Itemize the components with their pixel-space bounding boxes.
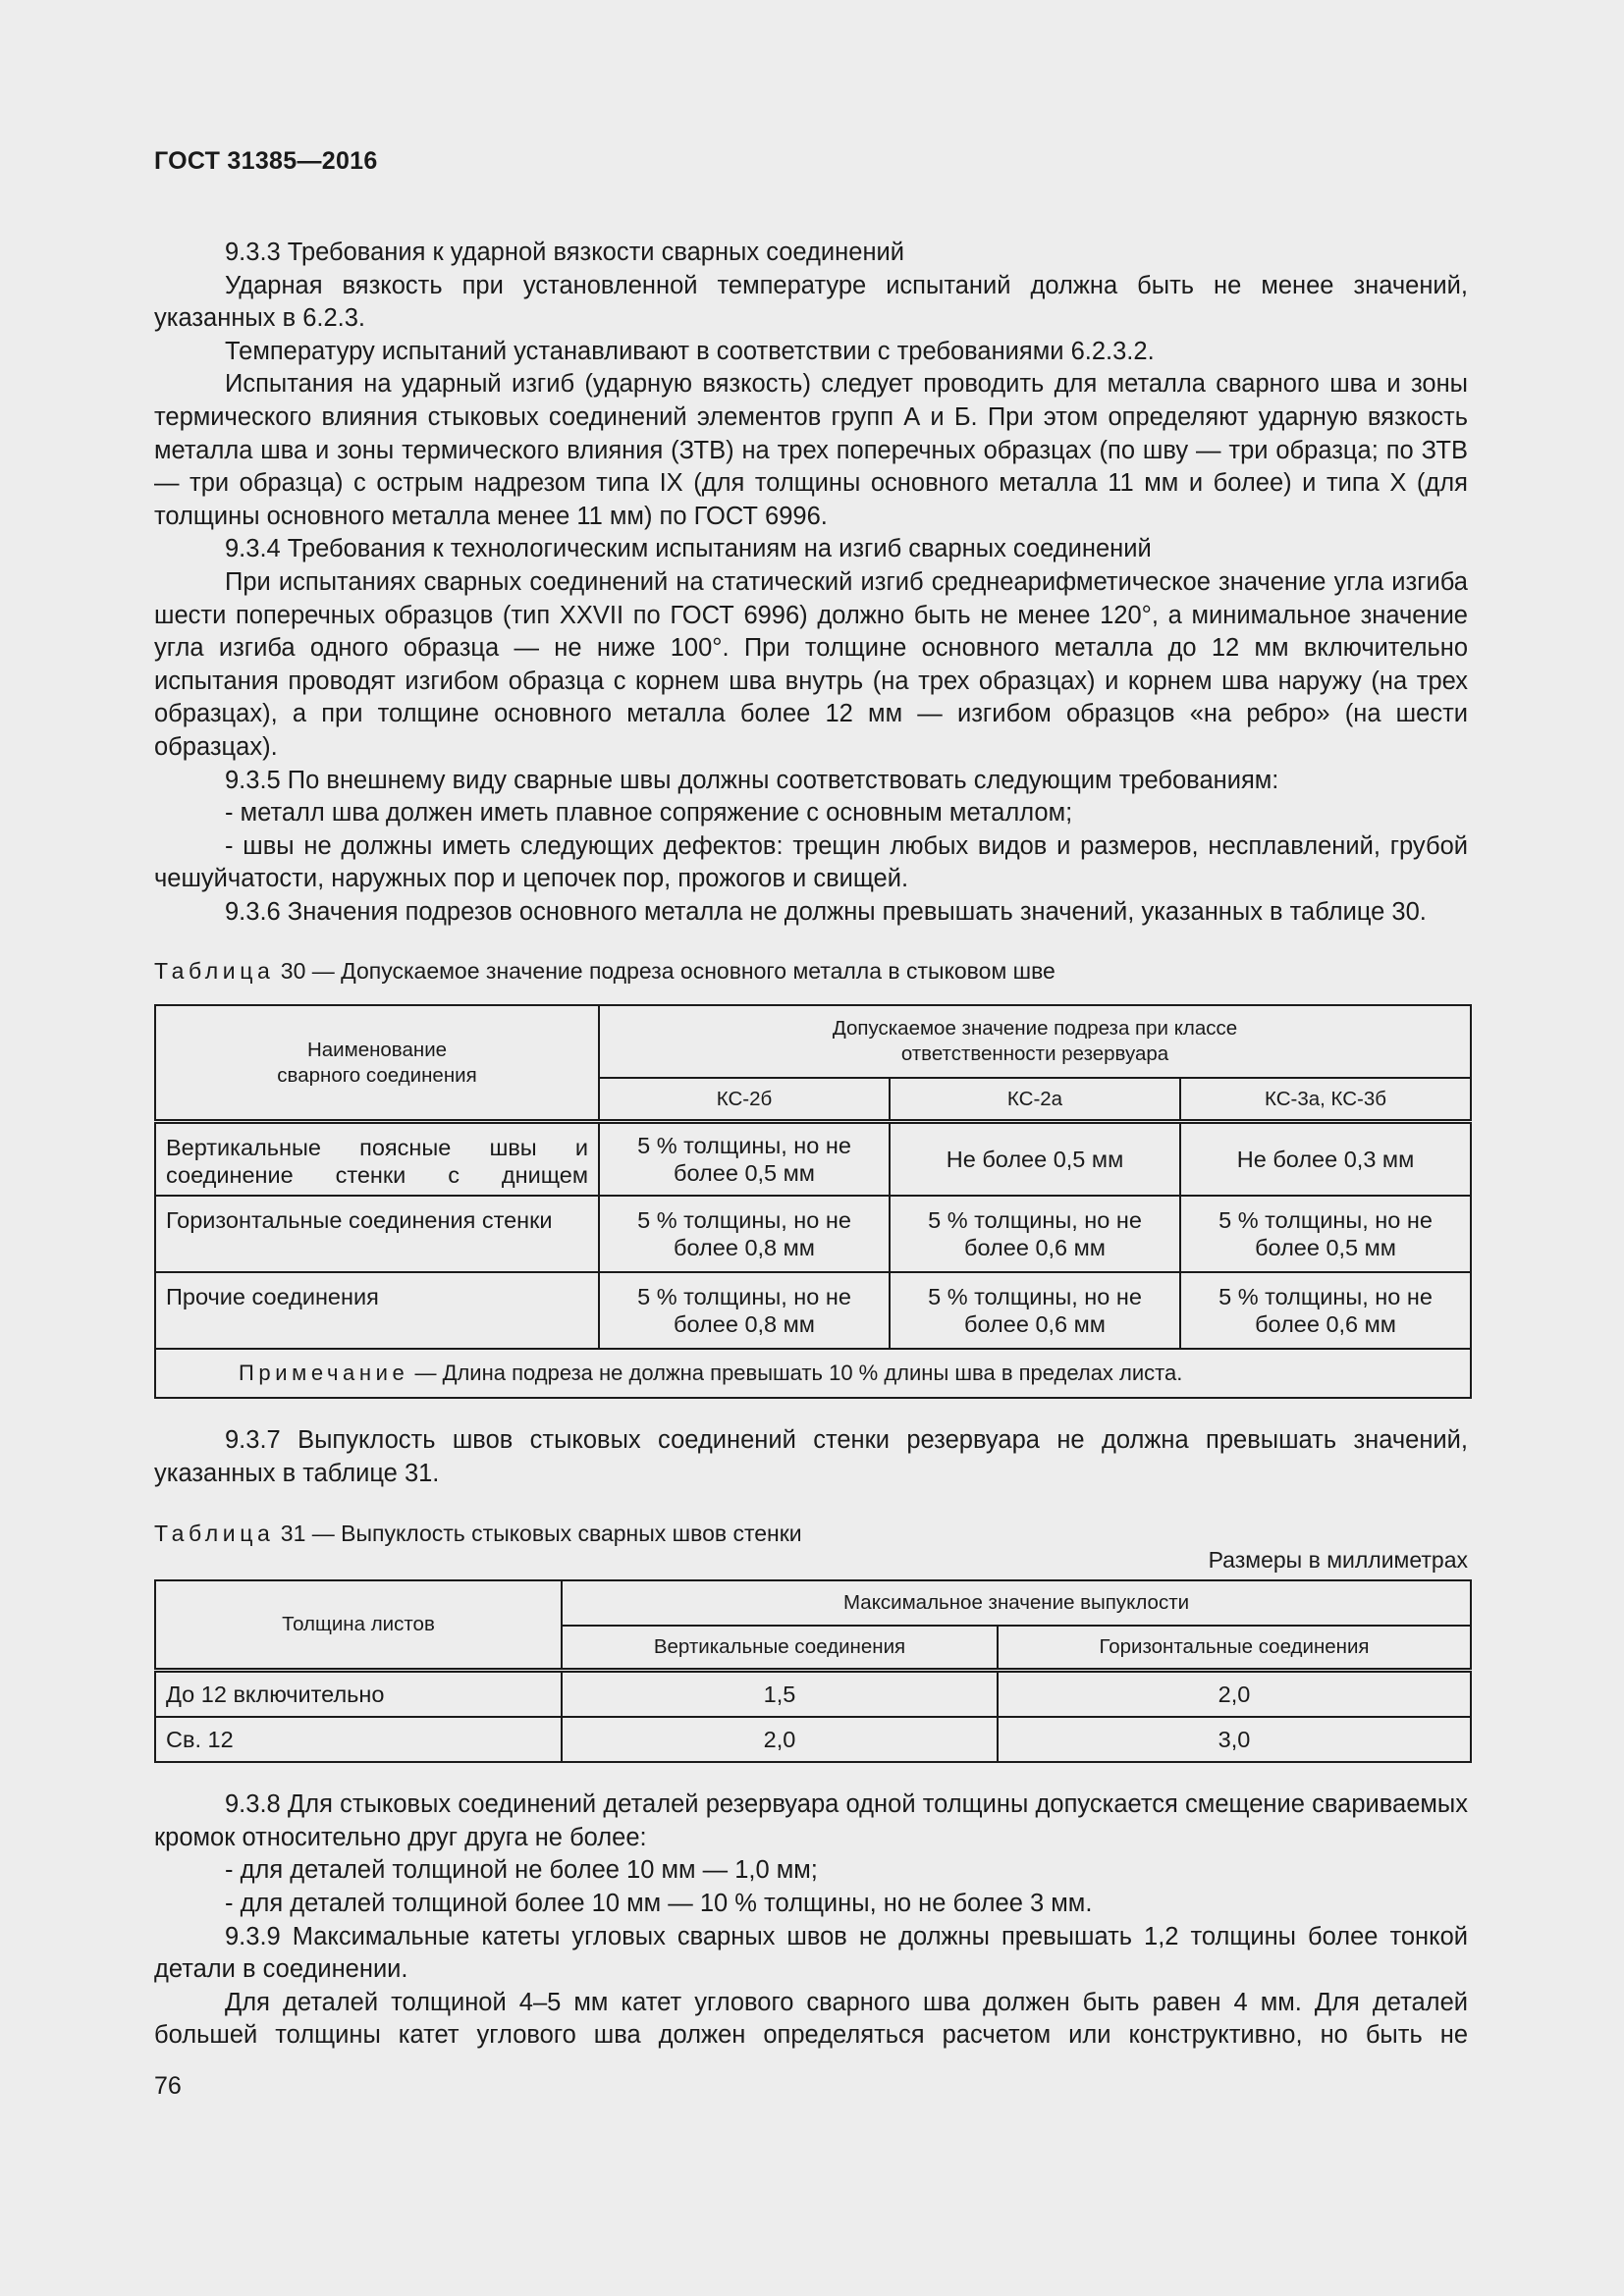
- table-row: [155, 1121, 1471, 1196]
- table-30-caption-text: 30 — Допускаемое значение подреза основного металла в стыковом шве: [274, 958, 1056, 985]
- list-item: - для деталей толщиной более 10 мм — 10 % толщины, но не более 3 мм.: [225, 1889, 1093, 1917]
- table-cell: 5 % толщины, но не более 0,8 мм: [599, 1196, 890, 1272]
- table-30-header-group: Допускаемое значение подреза при классе ответственности резервуара: [599, 1005, 1471, 1078]
- table-cell: 5 % толщины, но не более 0,5 мм: [1180, 1196, 1471, 1272]
- table-30-note: [155, 1349, 1471, 1398]
- table-cell: 5 % толщины, но не более 0,6 мм: [890, 1196, 1180, 1272]
- table-30-note-text: — Длина подреза не должна превышать 10 % длины шва в пределах листа.: [408, 1361, 1183, 1386]
- table-30-header-class: КС-3а, КС-3б: [1180, 1078, 1471, 1121]
- table-30-header-class: КС-2б: [599, 1078, 890, 1121]
- table-cell: Вертикальные поясные швы и соединение стенки с днищем: [155, 1121, 599, 1196]
- paragraph: Испытания на ударный изгиб (ударную вязкость) следует проводить для металла сварного шва и зоны термического влияния стыковых соединений элементов групп А и Б. При этом определяют ударную вязкость металла шва и зоны термического влияния (ЗТВ) на трех поперечных образцах (по шву — три образца; по ЗТВ — три образца) с острым надрезом типа IX (для толщины основного металла 11 мм и более) и типа X (для толщины основного металла менее 11 мм) по ГОСТ 6996.: [154, 370, 1468, 530]
- table-cell: 5 % толщины, но не более 0,6 мм: [890, 1272, 1180, 1349]
- list-item: - для деталей толщиной не более 10 мм — 1,0 мм;: [225, 1856, 818, 1885]
- table-30-header-name: Наименование сварного соединения: [155, 1005, 599, 1121]
- table-31-header-vertical: Вертикальные соединения: [562, 1626, 998, 1671]
- section-heading-9-3-5: 9.3.5 По внешнему виду сварные швы должны соответствовать следующим требованиям:: [225, 766, 1279, 794]
- table-cell: Не более 0,5 мм: [890, 1121, 1180, 1196]
- table-row: [155, 1272, 1471, 1349]
- paragraph: Ударная вязкость при установленной температуре испытаний должна быть не менее значений, указанных в 6.2.3.: [154, 271, 1468, 333]
- table-cell: 5 % толщины, но не более 0,8 мм: [599, 1272, 890, 1349]
- table-31-units: Размеры в миллиметрах: [1208, 1546, 1468, 1573]
- table-cell: 2,0: [562, 1717, 998, 1762]
- table-cell: 2,0: [998, 1671, 1471, 1718]
- section-heading-9-3-3: 9.3.3 Требования к ударной вязкости сварных соединений: [225, 239, 905, 266]
- table-31-header-horizontal: Горизонтальные соединения: [998, 1626, 1471, 1671]
- paragraph: Для деталей толщиной 4–5 мм катет углового сварного шва должен быть равен 4 мм. Для деталей большей толщины катет углового шва должен определяться расчетом или конструктивно, но быть не: [154, 1988, 1468, 2050]
- section-heading-9-3-4: 9.3.4 Требования к технологическим испытаниям на изгиб сварных соединений: [225, 535, 1152, 563]
- paragraph-9-3-6: 9.3.6 Значения подрезов основного металла не должны превышать значений, указанных в таблице 30.: [225, 897, 1427, 926]
- table-cell: До 12 включительно: [155, 1671, 562, 1718]
- table-31-caption-text: 31 — Выпуклость стыковых сварных швов стенки: [274, 1520, 802, 1546]
- paragraph: Температуру испытаний устанавливают в соответствии с требованиями 6.2.3.2.: [225, 337, 1155, 365]
- paragraph-9-3-8: 9.3.8 Для стыковых соединений деталей резервуара одной толщины допускается смещение свариваемых кромок относительно друг друга не более:: [154, 1790, 1468, 1851]
- paragraph-9-3-7: 9.3.7 Выпуклость швов стыковых соединений стенки резервуара не должна превышать значений, указанных в таблице 31.: [154, 1426, 1468, 1488]
- table-row: [155, 1671, 1471, 1718]
- table-31-header-thickness: Толщина листов: [155, 1580, 562, 1671]
- document-page: [154, 147, 1468, 2053]
- table-30-caption-label: Таблица: [154, 958, 275, 985]
- table-31: [154, 1579, 1472, 1764]
- table-note-row: [155, 1349, 1471, 1398]
- table-cell: 1,5: [562, 1671, 998, 1718]
- table-cell: Не более 0,3 мм: [1180, 1121, 1471, 1196]
- table-30-header-class: КС-2а: [890, 1078, 1180, 1121]
- table-row: [155, 1196, 1471, 1272]
- paragraph-9-3-9: 9.3.9 Максимальные катеты угловых сварных швов не должны превышать 1,2 толщины более тонкой детали в соединении.: [154, 1922, 1468, 1984]
- table-30-note-label: Примечание: [239, 1361, 409, 1386]
- paragraph: При испытаниях сварных соединений на статический изгиб среднеарифметическое значение угла изгиба шести поперечных образцов (тип XXVII по ГОСТ 6996) должно быть не менее 120°, а минимальное значение угла изгиба одного образца — не ниже 100°. При толщине основного металла до 12 мм включительно испытания проводят изгибом образца с корнем шва внутрь (на трех образцах) и корнем шва наружу (на трех образцах), а при толщине основного металла более 12 мм — изгибом образцов «на ребро» (на шести образцах).: [154, 567, 1468, 761]
- list-item: - швы не должны иметь следующих дефектов: трещин любых видов и размеров, несплавлений, грубой чешуйчатости, наружных пор и цепочек пор, прожогов и свищей.: [154, 831, 1468, 893]
- table-30-caption: [154, 958, 1468, 985]
- document-header: ГОСТ 31385—2016: [154, 147, 378, 175]
- table-31-caption-label: Таблица: [154, 1520, 275, 1546]
- table-cell: Св. 12: [155, 1717, 562, 1762]
- table-row: [155, 1717, 1471, 1762]
- table-cell: Прочие соединения: [155, 1272, 599, 1349]
- table-cell: 5 % толщины, но не более 0,5 мм: [599, 1121, 890, 1196]
- page-number: 76: [154, 2072, 182, 2100]
- table-cell: 5 % толщины, но не более 0,6 мм: [1180, 1272, 1471, 1349]
- table-31-header-group: Максимальное значение выпуклости: [562, 1580, 1471, 1626]
- table-30: [154, 1004, 1472, 1399]
- table-cell: 3,0: [998, 1717, 1471, 1762]
- list-item: - металл шва должен иметь плавное сопряжение с основным металлом;: [225, 799, 1073, 828]
- table-cell: Горизонтальные соединения стенки: [155, 1196, 599, 1272]
- table-31-caption: [154, 1521, 1468, 1547]
